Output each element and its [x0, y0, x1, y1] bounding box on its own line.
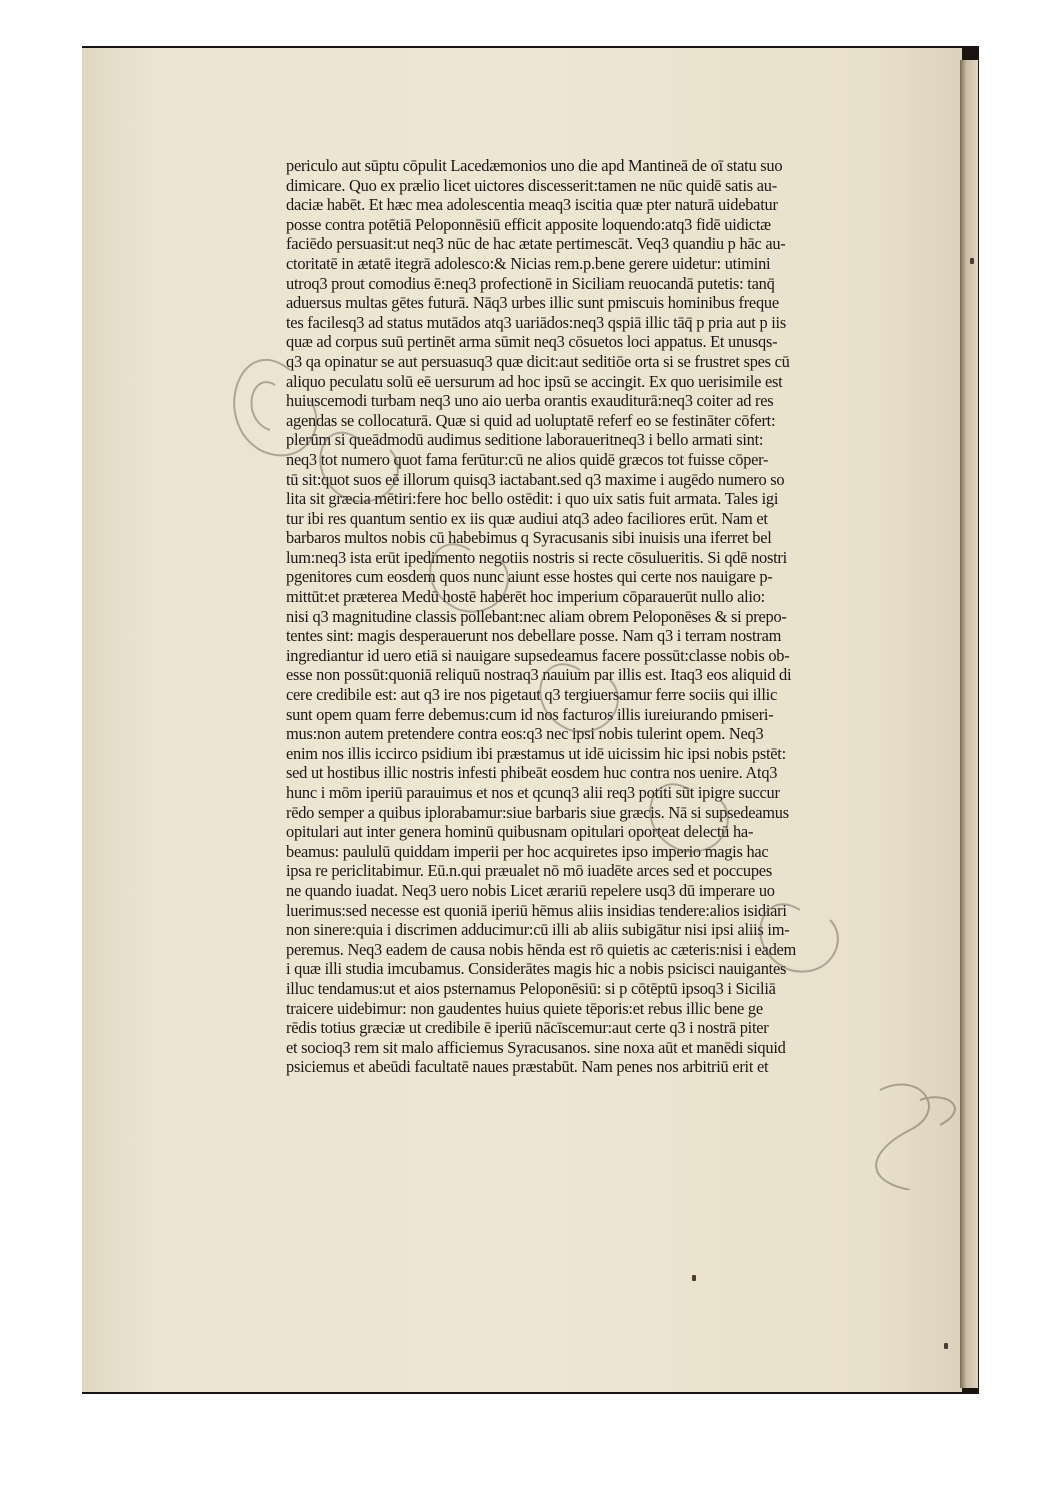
text-line: tū sit:quot suos eē illorum quisq3 iactabant.sed q3 maxime i augēdo numero so [286, 469, 785, 489]
text-line: ctoritatē in ætatē itegrā adolesco:& Nicias rem.p.bene gerere uidetur: utimini [286, 253, 771, 273]
text-line: hunc i mōm iperiū parauimus et nos et qcunq3 alii req3 potiti sūt ipigre succur [286, 783, 780, 802]
text-line: esse non possūt:quoniā reliquū nostraq3 nauium par illis est. Itaq3 eos aliquid di [286, 665, 792, 685]
text-line: quæ ad corpus suū pertinēt arma sūmit neq3 cōsuetos loci appatus. Et unusqs- [286, 332, 778, 352]
text-line: et socioq3 rem sit malo afficiemus Syracusanos. sine noxa aūt et manēdi siquid [286, 1037, 786, 1057]
text-line: plerūm si queādmodū audimus seditione laboraueritneq3 i bello armati sint: [286, 430, 764, 450]
text-line: cere credibile est: aut q3 ire nos pigetaut q3 tergiuersamur ferre sociis qui illic [286, 685, 777, 705]
text-line: sed ut hostibus illic nostris infesti phibeāt eosdem huc contra nos uenire. Atq3 [286, 763, 778, 783]
text-line: faciēdo persuasit:ut neq3 nūc de hac ætate pertimescāt. Veq3 quandiu p hāc au- [286, 234, 786, 254]
text-line: non sinere:quia i discrimen adducimur:cū illi ab aliis subigātur nisi ipsi aliis im- [286, 920, 790, 940]
text-line: q3 qa opinatur se aut persuasuq3 quæ dicit:aut seditiōe orta si se frustret spes cū [286, 351, 790, 371]
text-line: i quæ illi studia imcubamus. Considerātes magis hic a nobis psicisci nauigantes [286, 959, 787, 979]
text-line: aliquo peculatu solū eē uersurum ad hoc ipsū se accingit. Ex quo uerisimile est [286, 371, 783, 391]
text-line: sunt opem quam ferre debemus:cum id nos facturos illis iureiurando pmiseri- [286, 704, 774, 724]
text-line: luerimus:sed necesse est quoniā iperiū hēmus aliis insidias tendere:alios isidiari [286, 900, 787, 920]
text-line: huiuscemodi turbam neq3 uno aio uerba orantis exauditurā:neq3 coiter ad res [286, 391, 774, 411]
text-line: utroq3 prout comodius ē:neq3 profectionē in Siciliam reuocandā putetis: tanq̄ [286, 273, 775, 293]
margin-mark [944, 1343, 948, 1349]
text-line: barbaros multos nobis cū habebimus q Syracusanis sibi inuisis una iferret bel [286, 528, 772, 548]
page-edge [960, 60, 978, 1388]
margin-mark [970, 258, 974, 264]
text-line: agendas se collocaturā. Quæ si quid ad uoluptatē referf eo se festināter cōfert: [286, 410, 776, 430]
text-line: mus:non autem pretendere contra eos:q3 nec ipsi nobis tulerint opem. Neq3 [286, 724, 764, 744]
text-line: lum:neq3 ista erūt ipedimento negotiis nostris si recte cōsulueritis. Si qdē nostri [286, 547, 787, 567]
text-line: psiciemus et abeūdi facultatē naues præstabūt. Nam penes nos arbitriū erit et [286, 1057, 769, 1077]
text-line: tes facilesq3 ad status mutādos atq3 uariādos:neq3 qspiā illic tāq̄ p pria aut p iis [286, 312, 786, 332]
page-text [286, 156, 946, 1077]
text-line: tur ibi res quantum sentio ex iis quæ audiui atq3 adeo faciliores erūt. Nam et [286, 508, 768, 528]
text-line: peremus. Neq3 eadem de causa nobis hēnda est rō quietis ac cæteris:nisi i eadem [286, 939, 797, 959]
text-line: posse contra potētiā Peloponnēsiū efficit apposite loquendo:atq3 fidē uidictæ [286, 214, 771, 234]
text-line: illuc tendamus:ut et aios psternamus Peloponēsiū: si p cōtēptū ipsoq3 i Siciliā [286, 978, 776, 998]
text-line: ne quando iuadat. Neq3 uero nobis Licet ærariū repelere usq3 dū imperare uo [286, 880, 775, 900]
text-line: rēdo semper a quibus iplorabamur:siue barbaris siue græcis. Nā si supsedeamus [286, 802, 789, 822]
text-line: periculo aut sūptu cōpulit Lacedæmonios uno die apd Mantineā de oī statu suo [286, 156, 783, 175]
text-line: rēdis totius græciæ ut credibile ē iperiū nācīscemur:aut certe q3 i nostrā piter [286, 1018, 769, 1038]
text-line: beamus: paululū quiddam imperii per hoc acquiretes ipso imperio magis hac [286, 841, 769, 861]
text-line: opitulari aut inter genera hominū quibusnam opitulari oporteat delectū ha- [286, 822, 754, 842]
text-line: aduersus multas gētes futurā. Nāq3 urbes illic sunt pmiscuis hominibus freque [286, 293, 779, 313]
text-line: lita sit græcia mētiri:fere hoc bello ostēdit: i quo uix satis fuit armata. Tales igi [286, 489, 779, 509]
text-line: mittūt:et præterea Medū hostē haberēt hoc imperium cōparauerūt nullo alio: [286, 587, 765, 607]
text-line: nisi q3 magnitudine classis pollebant:nec aliam obrem Peloponēses & si prepo- [286, 606, 787, 626]
text-line: ipsa re periclitabimur. Eū.n.qui præualet nō mō iuadēte arces sed et poccupes [286, 861, 772, 881]
text-line: daciæ habēt. Et hæc mea adolescentia meaq3 iscitia quæ pter naturā uidebatur [286, 195, 778, 215]
text-line: enim nos illis iccirco psidium ibi præstamus ut idē uicissim hic ipsi nobis pstēt: [286, 743, 786, 763]
text-line: pgenitores cum eosdem quos nunc aiunt esse hostes qui certe nos nauigare p- [286, 567, 773, 587]
text-line: dimicare. Quo ex prælio licet uictores discesserit:tamen ne nūc quidē satis au- [286, 175, 777, 195]
text-line: tentes sint: magis desperauerunt nos debellare posse. Nam q3 i terram nostram [286, 626, 782, 646]
margin-mark [692, 1275, 696, 1281]
text-line: ingrediantur id uero etiā si nauigare supsedeamus facere possūt:classe nobis ob- [286, 645, 790, 665]
text-line: traicere uidebimur: non gaudentes huius quiete tēporis:et rebus illic bene ge [286, 998, 763, 1018]
text-line: neq3 tot numero quot fama ferūtur:cū ne alios quidē græcos tot fuisse cōper- [286, 449, 769, 469]
